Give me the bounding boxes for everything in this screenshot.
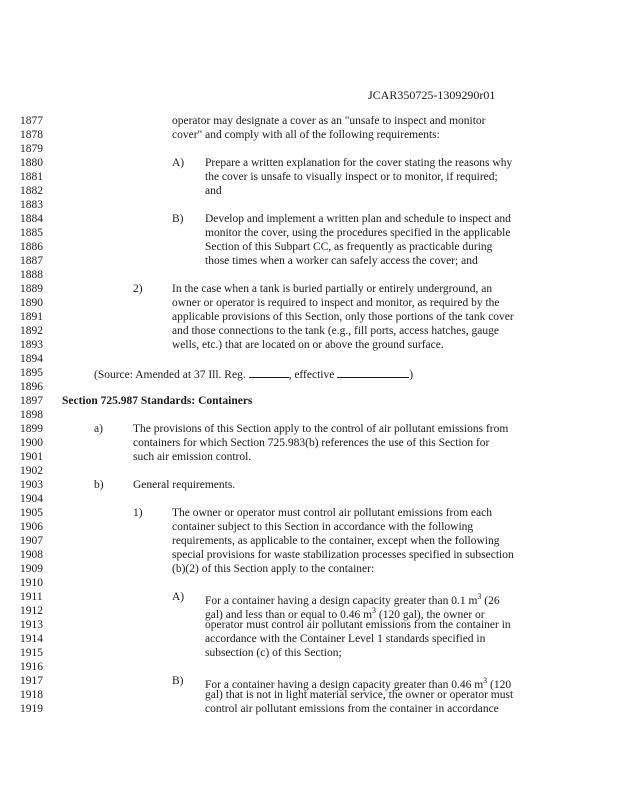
superscript: 3	[477, 592, 482, 601]
text-segment: (120 gal), the owner or	[376, 608, 485, 621]
source-note	[94, 366, 413, 382]
item-label: B)	[172, 213, 184, 225]
line-number: 1888	[20, 269, 43, 281]
line-number: 1901	[20, 451, 43, 463]
section-heading: Section 725.987 Standards: Containers	[62, 395, 253, 407]
line-number: 1914	[20, 633, 43, 645]
text-line: In the case when a tank is buried partially or entirely underground, an	[172, 283, 493, 295]
effective-blank	[337, 366, 409, 378]
item-label: a)	[94, 423, 103, 435]
line-number: 1885	[20, 227, 43, 239]
text-line: wells, etc.) that are located on or above the ground surface.	[172, 339, 444, 351]
text-line: those times when a worker can safely access the cover; and	[205, 255, 478, 267]
line-number: 1887	[20, 255, 43, 267]
line-number: 1916	[20, 661, 43, 673]
source-prefix: (Source: Amended at 37 Ill. Reg.	[94, 369, 246, 381]
line-number: 1884	[20, 213, 43, 225]
text-line: containers for which Section 725.983(b) references the use of this Section for	[133, 437, 490, 449]
text-line: the cover is unsafe to visually inspect or to monitor, if required;	[205, 171, 498, 183]
line-number: 1908	[20, 549, 43, 561]
text-line: and those connections to the tank (e.g., fill ports, access hatches, gauge	[172, 325, 500, 337]
line-number: 1893	[20, 339, 43, 351]
text-line: cover" and comply with all of the following requirements:	[172, 129, 440, 141]
line-number: 1911	[20, 591, 43, 603]
line-number: 1900	[20, 437, 43, 449]
source-suffix: )	[409, 369, 414, 381]
line-number: 1877	[20, 115, 43, 127]
line-number: 1909	[20, 563, 43, 575]
text-line: The owner or operator must control air pollutant emissions from each	[172, 507, 492, 519]
item-label: b)	[94, 479, 104, 491]
text-line: operator may designate a cover as an "unsafe to inspect and monitor	[172, 115, 486, 127]
line-number: 1894	[20, 353, 43, 365]
document-id: JCAR350725-1309290r01	[368, 88, 496, 102]
line-number: 1915	[20, 647, 43, 659]
text-line: (b)(2) of this Section apply to the container:	[172, 563, 375, 575]
line-number: 1891	[20, 311, 43, 323]
line-number: 1912	[20, 605, 43, 617]
line-number: 1896	[20, 381, 43, 393]
source-mid: , effective	[288, 369, 335, 381]
text-line: requirements, as applicable to the container, except when the following	[172, 535, 500, 547]
line-number: 1906	[20, 521, 43, 533]
text-segment: gal) and less than or equal to 0.46 m	[205, 608, 373, 621]
line-number: 1898	[20, 409, 43, 421]
line-number: 1889	[20, 283, 43, 295]
superscript: 3	[372, 606, 377, 615]
text-line: such air emission control.	[133, 451, 252, 463]
text-line: The provisions of this Section apply to the control of air pollutant emissions from	[133, 423, 509, 435]
text-line: and	[205, 185, 222, 197]
text-line: Section of this Subpart CC, as frequently as practicable during	[205, 241, 493, 253]
reg-blank	[249, 366, 289, 378]
line-number: 1890	[20, 297, 43, 309]
line-number: 1897	[20, 395, 43, 407]
line-number: 1895	[20, 367, 43, 379]
line-number: 1907	[20, 535, 43, 547]
line-number: 1899	[20, 423, 43, 435]
text-line: container subject to this Section in accordance with the following	[172, 521, 474, 533]
text-line: Develop and implement a written plan and schedule to inspect and	[205, 213, 511, 225]
superscript: 3	[483, 676, 488, 685]
text-line: accordance with the Container Level 1 standards specified in	[205, 633, 486, 645]
line-number: 1880	[20, 157, 43, 169]
text-segment: (26	[481, 594, 500, 607]
line-number: 1913	[20, 619, 43, 631]
text-line: operator must control air pollutant emissions from the container in	[205, 619, 511, 631]
text-line: control air pollutant emissions from the container in accordance	[205, 703, 499, 715]
line-number: 1902	[20, 465, 43, 477]
line-number: 1904	[20, 493, 43, 505]
line-number: 1878	[20, 129, 43, 141]
text-line: applicable provisions of this Section, only those portions of the tank cover	[172, 311, 514, 323]
text-segment: For a container having a design capacity greater than 0.46 m	[205, 678, 484, 691]
text-line: owner or operator is required to inspect and monitor, as required by the	[172, 297, 500, 309]
line-number: 1883	[20, 199, 43, 211]
line-number: 1910	[20, 577, 43, 589]
text-line: Prepare a written explanation for the cover stating the reasons why	[205, 157, 513, 169]
item-label: B)	[172, 675, 184, 687]
line-number: 1879	[20, 143, 43, 155]
item-label: A)	[172, 591, 185, 603]
item-label: 2)	[133, 283, 143, 295]
line-number: 1905	[20, 507, 43, 519]
line-number: 1917	[20, 675, 43, 687]
text-segment: For a container having a design capacity greater than 0.1 m	[205, 594, 478, 607]
line-number: 1919	[20, 703, 43, 715]
item-label: A)	[172, 157, 185, 169]
line-number: 1882	[20, 185, 43, 197]
line-number: 1881	[20, 171, 43, 183]
text-line: special provisions for waste stabilization processes specified in subsection	[172, 549, 514, 561]
text-line: subsection (c) of this Section;	[205, 647, 342, 659]
text-line: General requirements.	[133, 479, 236, 491]
text-segment: (120	[487, 678, 512, 691]
line-number: 1886	[20, 241, 43, 253]
text-line: gal) that is not in light material service, the owner or operator must	[205, 689, 514, 701]
item-label: 1)	[133, 507, 143, 519]
line-number: 1892	[20, 325, 43, 337]
line-number: 1903	[20, 479, 43, 491]
text-line: monitor the cover, using the procedures specified in the applicable	[205, 227, 511, 239]
line-number: 1918	[20, 689, 43, 701]
